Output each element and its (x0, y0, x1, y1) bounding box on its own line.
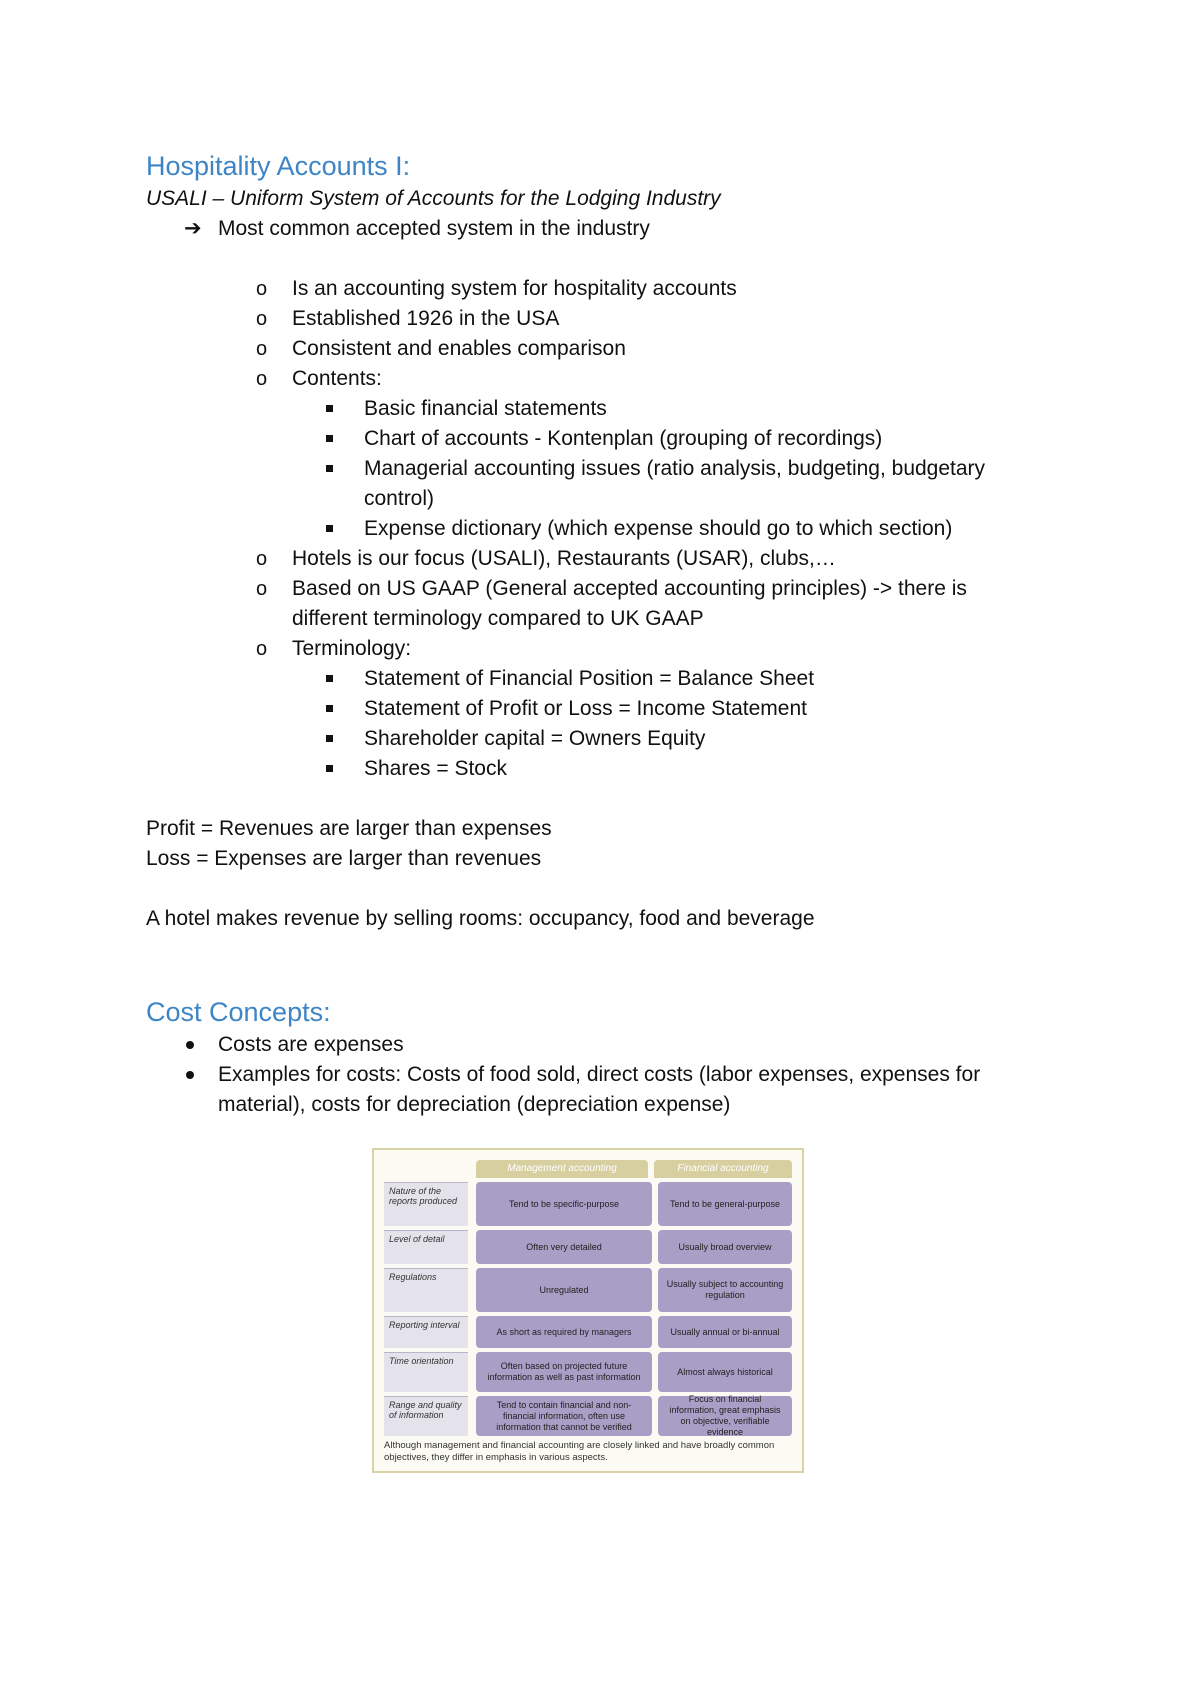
loss-definition: Loss = Expenses are larger than revenues (146, 847, 542, 870)
list-item-text: Contents: (292, 367, 382, 390)
list-item (146, 1060, 1046, 1120)
figure-caption: Although management and financial accounting are closely linked and have broadly common objectives, they differ in emphasis in various aspects. (384, 1440, 775, 1463)
management-cell: Tend to contain financial and non-financial information, often use information that cannot be verified (476, 1396, 652, 1436)
list-item (146, 1030, 1046, 1060)
sublist-item-text: Expense dictionary (which expense should go to which section) (364, 517, 953, 540)
list-item (146, 574, 1046, 634)
list-item-text: Terminology: (292, 637, 412, 660)
sublist-item-text: Chart of accounts - Kontenplan (grouping of recordings) (364, 427, 883, 450)
financial-cell: Usually annual or bi-annual (658, 1316, 792, 1348)
heading-hospitality-accounts: Hospitality Accounts I: (146, 151, 411, 181)
square-bullet-icon (326, 735, 333, 742)
list-item (146, 334, 1046, 364)
arrow-item-text: Most common accepted system in the industry (218, 217, 650, 240)
list-item-text: Established 1926 in the USA (292, 307, 560, 330)
list-item (146, 274, 1046, 304)
figure-row-label: Range and quality of information (384, 1396, 468, 1436)
circle-bullet-icon: o (256, 548, 268, 570)
arrow-item (146, 214, 1046, 244)
sublist-item (364, 514, 1046, 544)
square-bullet-icon (326, 525, 333, 532)
figure-row-label: Reporting interval (384, 1316, 468, 1348)
sublist-item-text: Basic financial statements (364, 397, 607, 420)
financial-cell: Almost always historical (658, 1352, 792, 1392)
square-bullet-icon (326, 435, 333, 442)
list-item-text: Hotels is our focus (USALI), Restaurants (USAR), clubs,… (292, 547, 836, 570)
square-bullet-icon (326, 705, 333, 712)
square-bullet-icon (326, 765, 333, 772)
sublist-item-text: Shares = Stock (364, 757, 507, 780)
sublist-item-text: Statement of Financial Position = Balance Sheet (364, 667, 815, 690)
square-bullet-icon (326, 675, 333, 682)
arrow-list (146, 214, 1046, 244)
management-accounting-header: Management accounting (476, 1160, 648, 1178)
circle-bullet-icon: o (256, 308, 268, 330)
sublist-item-text: Managerial accounting issues (ratio analysis, budgeting, budgetary control) (364, 457, 986, 510)
contents-sublist (292, 394, 1046, 544)
profit-definition: Profit = Revenues are larger than expenses (146, 817, 552, 840)
figure-row (384, 1396, 792, 1436)
terminology-sublist (292, 664, 1046, 784)
sublist-item-text: Shareholder capital = Owners Equity (364, 727, 706, 750)
circle-bullet-icon: o (256, 278, 268, 300)
financial-cell: Usually broad overview (658, 1230, 792, 1264)
management-cell: Often based on projected future information as well as past information (476, 1352, 652, 1392)
figure-row-label: Nature of the reports produced (384, 1182, 468, 1226)
management-cell: Often very detailed (476, 1230, 652, 1264)
sublist-item (364, 664, 1046, 694)
usali-subtitle: USALI – Uniform System of Accounts for the Lodging Industry (146, 187, 721, 210)
usali-list (146, 274, 1046, 784)
sublist-item (364, 424, 1046, 454)
bullet-icon (186, 1041, 194, 1049)
list-item (146, 364, 1046, 544)
circle-bullet-icon: o (256, 338, 268, 360)
circle-bullet-icon: o (256, 368, 268, 390)
financial-cell: Focus on financial information, great emphasis on objective, verifiable evidence (658, 1396, 792, 1436)
cost-list (146, 1030, 1046, 1120)
financial-accounting-header: Financial accounting (654, 1160, 792, 1178)
financial-cell: Usually subject to accounting regulation (658, 1268, 792, 1312)
management-cell: Unregulated (476, 1268, 652, 1312)
list-item (146, 634, 1046, 784)
square-bullet-icon (326, 465, 333, 472)
management-cell: Tend to be specific-purpose (476, 1182, 652, 1226)
sublist-item (364, 754, 1046, 784)
figure-row (384, 1182, 792, 1226)
figure-row (384, 1316, 792, 1348)
figure-row (384, 1268, 792, 1312)
arrow-icon: ➔ (184, 217, 202, 240)
accounting-comparison-figure (372, 1148, 804, 1473)
circle-bullet-icon: o (256, 638, 268, 660)
financial-cell: Tend to be general-purpose (658, 1182, 792, 1226)
sublist-item (364, 394, 1046, 424)
figure-row-label: Time orientation (384, 1352, 468, 1392)
sublist-item (364, 454, 1046, 514)
figure-row-label: Regulations (384, 1268, 468, 1312)
list-item-text: Is an accounting system for hospitality accounts (292, 277, 737, 300)
sublist-item (364, 724, 1046, 754)
list-item-text: Costs are expenses (218, 1033, 404, 1056)
list-item-text: Consistent and enables comparison (292, 337, 626, 360)
figure-row-label: Level of detail (384, 1230, 468, 1264)
sublist-item-text: Statement of Profit or Loss = Income Statement (364, 697, 807, 720)
heading-cost-concepts: Cost Concepts: (146, 997, 331, 1027)
revenue-statement: A hotel makes revenue by selling rooms: occupancy, food and beverage (146, 907, 815, 930)
sublist-item (364, 694, 1046, 724)
list-item (146, 304, 1046, 334)
document-page (146, 148, 1046, 1120)
figure-row (384, 1352, 792, 1392)
management-cell: As short as required by managers (476, 1316, 652, 1348)
square-bullet-icon (326, 405, 333, 412)
circle-bullet-icon: o (256, 578, 268, 600)
list-item (146, 544, 1046, 574)
bullet-icon (186, 1071, 194, 1079)
figure-row (384, 1230, 792, 1264)
list-item-text: Based on US GAAP (General accepted accounting principles) -> there is different terminology compared to UK GAAP (292, 577, 967, 630)
list-item-text: Examples for costs: Costs of food sold, direct costs (labor expenses, expenses for material), costs for depreciation (depreciation expense) (218, 1063, 981, 1116)
